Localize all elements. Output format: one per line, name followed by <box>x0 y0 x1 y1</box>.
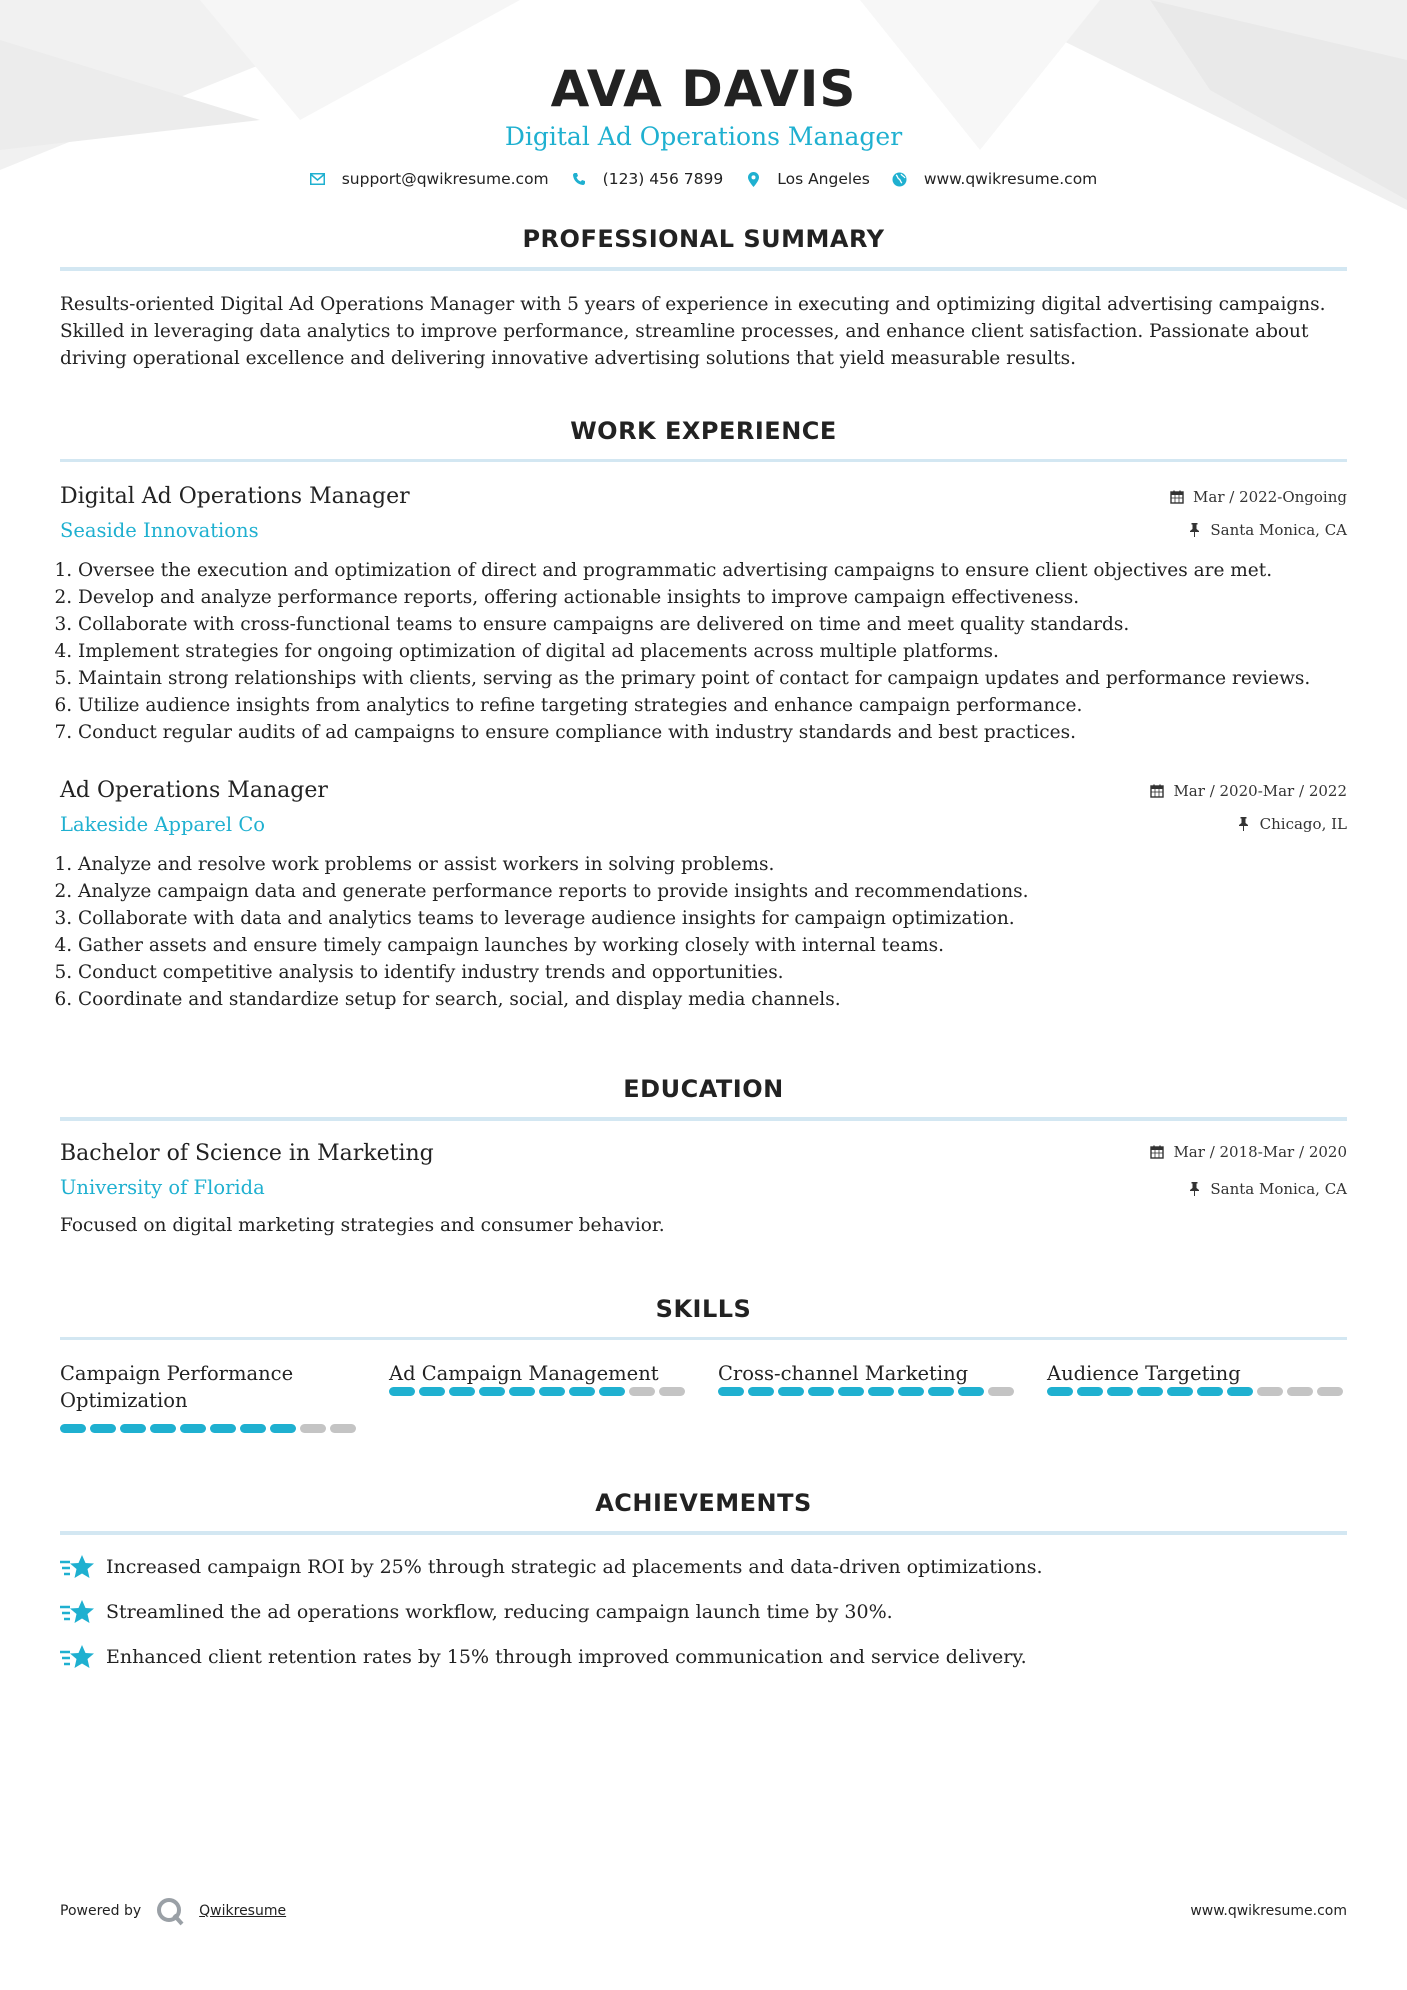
education-location <box>1149 1177 1347 1201</box>
skill-name: Campaign Performance Optimization <box>60 1362 294 1412</box>
education-dates-text: Mar / 2018-Mar / 2020 <box>1173 1143 1347 1161</box>
achievements-list <box>60 1553 1347 1671</box>
duty-item: 1. Oversee the execution and optimization of direct and programmatic advertising campaigns to ensure client objectives are met. <box>78 557 1347 584</box>
skill-level-segment <box>1257 1387 1283 1396</box>
envelope-icon <box>310 171 326 187</box>
duty-item: 4. Gather assets and ensure timely campaign launches by working closely with internal teams. <box>78 932 1347 959</box>
star-icon <box>60 1643 94 1671</box>
skill-level-segment <box>1047 1387 1073 1396</box>
education-description: Focused on digital marketing strategies and consumer behavior. <box>60 1215 665 1236</box>
powered-by-label: Powered by <box>60 1903 142 1919</box>
skill-level-segment <box>928 1387 954 1396</box>
skill-level-segment <box>1287 1387 1313 1396</box>
summary-text: Results-oriented Digital Ad Operations Manager with 5 years of experience in executing and optimizing digital advertising campaigns. Skilled in leveraging data analytics to improve performance, streamline processes, and enhance client satisfaction. Passionate about driving operational excellence and delivering innovative advertising solutions that yield measurable results. <box>60 294 1326 369</box>
skill-level-segment <box>150 1424 176 1433</box>
footer-website[interactable]: www.qwikresume.com <box>1190 1903 1347 1919</box>
skills-title: SKILLS <box>60 1295 1347 1340</box>
experience-title: WORK EXPERIENCE <box>60 417 1347 462</box>
pushpin-icon <box>1186 522 1202 538</box>
duty-item: 4. Implement strategies for ongoing optimization of digital ad placements across multiple platforms. <box>78 638 1347 665</box>
contact-phone-text: (123) 456 7899 <box>602 170 724 188</box>
contact-bar <box>60 170 1347 188</box>
skill-level-segment <box>389 1387 415 1396</box>
duty-item: 1. Analyze and resolve work problems or assist workers in solving problems. <box>78 851 1347 878</box>
calendar-icon <box>1169 489 1185 505</box>
job-dates <box>1169 485 1347 509</box>
pushpin-icon <box>1236 816 1252 832</box>
skill-item <box>1047 1360 1347 1433</box>
duty-item: 2. Analyze campaign data and generate performance reports to provide insights and recommendations. <box>78 878 1347 905</box>
education-degree: Bachelor of Science in Marketing <box>60 1141 434 1166</box>
education-entry <box>60 1139 1347 1239</box>
summary-section <box>60 225 1347 372</box>
contact-location-text: Los Angeles <box>777 170 870 188</box>
achievement-text: Enhanced client retention rates by 15% through improved communication and service delivery. <box>106 1645 1027 1668</box>
calendar-icon <box>1149 783 1165 799</box>
achievement-text: Increased campaign ROI by 25% through strategic ad placements and data-driven optimizations. <box>106 1555 1043 1578</box>
duty-item: 3. Collaborate with cross-functional teams to ensure campaigns are delivered on time and meet quality standards. <box>78 611 1347 638</box>
skill-level-segment <box>629 1387 655 1396</box>
skill-level-segment <box>1137 1387 1163 1396</box>
skill-level-segment <box>90 1424 116 1433</box>
skill-level-segment <box>240 1424 266 1433</box>
page-footer <box>60 1896 1347 1926</box>
contact-website-text: www.qwikresume.com <box>923 170 1098 188</box>
skill-level-segment <box>60 1424 86 1433</box>
powered-by <box>60 1896 286 1926</box>
duty-item: 5. Conduct competitive analysis to identify industry trends and opportunities. <box>78 959 1347 986</box>
qwikresume-logo-icon <box>155 1896 185 1926</box>
globe-icon <box>892 171 908 187</box>
skill-level-segment <box>838 1387 864 1396</box>
skill-item <box>718 1360 1018 1433</box>
job-company: Seaside Innovations <box>60 519 259 542</box>
skill-level-segment <box>1317 1387 1343 1396</box>
star-icon <box>60 1553 94 1581</box>
duty-item: 6. Utilize audience insights from analytics to refine targeting strategies and enhance campaign performance. <box>78 692 1347 719</box>
skill-level-segment <box>1227 1387 1253 1396</box>
skill-level-segment <box>270 1424 296 1433</box>
skill-name: Audience Targeting <box>1047 1362 1241 1385</box>
duty-item: 6. Coordinate and standardize setup for search, social, and display media channels. <box>78 986 1347 1013</box>
education-section <box>60 1075 1347 1239</box>
skill-item <box>389 1360 689 1433</box>
skill-level-bar <box>1047 1387 1347 1396</box>
skill-level-segment <box>300 1424 326 1433</box>
skill-name: Ad Campaign Management <box>389 1362 659 1385</box>
job-title: Digital Ad Operations Manager <box>60 484 410 509</box>
job-location-text: Santa Monica, CA <box>1210 521 1347 539</box>
contact-location <box>745 170 870 188</box>
pushpin-icon <box>1186 1181 1202 1197</box>
skill-level-segment <box>479 1387 505 1396</box>
skill-level-segment <box>659 1387 685 1396</box>
job-location-text: Chicago, IL <box>1259 815 1347 833</box>
skills-section <box>60 1295 1347 1433</box>
skill-level-segment <box>898 1387 924 1396</box>
achievements-section <box>60 1489 1347 1671</box>
achievements-title: ACHIEVEMENTS <box>60 1489 1347 1535</box>
skill-level-segment <box>988 1387 1014 1396</box>
skill-level-segment <box>1077 1387 1103 1396</box>
job-title: Ad Operations Manager <box>60 778 328 803</box>
summary-title: PROFESSIONAL SUMMARY <box>60 225 1347 271</box>
job-entry <box>60 482 1347 746</box>
duty-item: 3. Collaborate with data and analytics teams to leverage audience insights for campaign optimization. <box>78 905 1347 932</box>
job-entry <box>60 776 1347 1013</box>
job-dates <box>1149 779 1347 803</box>
skill-level-segment <box>868 1387 894 1396</box>
achievement-item <box>60 1643 1347 1671</box>
education-title: EDUCATION <box>60 1075 1347 1121</box>
candidate-role: Digital Ad Operations Manager <box>504 122 903 151</box>
job-company: Lakeside Apparel Co <box>60 813 266 836</box>
skill-level-segment <box>509 1387 535 1396</box>
job-dates-text: Mar / 2020-Mar / 2022 <box>1173 782 1347 800</box>
skill-level-segment <box>210 1424 236 1433</box>
education-dates <box>1149 1140 1347 1164</box>
skill-level-segment <box>1167 1387 1193 1396</box>
phone-icon <box>571 171 587 187</box>
job-location <box>1149 812 1347 836</box>
skill-level-segment <box>599 1387 625 1396</box>
duty-item: 2. Develop and analyze performance reports, offering actionable insights to improve campaign effectiveness. <box>78 584 1347 611</box>
skill-level-segment <box>569 1387 595 1396</box>
skill-level-bar <box>718 1387 1018 1396</box>
resume-header <box>60 0 1347 188</box>
calendar-icon <box>1149 1144 1165 1160</box>
skill-level-segment <box>778 1387 804 1396</box>
skill-level-bar <box>60 1424 360 1433</box>
achievement-item <box>60 1598 1347 1626</box>
duty-item: 7. Conduct regular audits of ad campaigns to ensure compliance with industry standards and best practices. <box>78 719 1347 746</box>
skill-name: Cross-channel Marketing <box>718 1362 969 1385</box>
star-icon <box>60 1598 94 1626</box>
map-pin-icon <box>745 171 761 187</box>
candidate-name: AVA DAVIS <box>550 60 857 118</box>
contact-website[interactable] <box>892 170 1097 188</box>
skill-level-segment <box>180 1424 206 1433</box>
skill-level-segment <box>449 1387 475 1396</box>
skill-level-segment <box>330 1424 356 1433</box>
experience-section <box>60 417 1347 1013</box>
achievement-item <box>60 1553 1347 1581</box>
duty-item: 5. Maintain strong relationships with clients, serving as the primary point of contact for campaign updates and performance reviews. <box>78 665 1347 692</box>
education-school: University of Florida <box>60 1176 265 1199</box>
job-duties <box>60 557 1347 746</box>
contact-email-text: support@qwikresume.com <box>341 170 549 188</box>
skills-list <box>60 1360 1347 1433</box>
skill-item <box>60 1360 360 1433</box>
skill-level-segment <box>718 1387 744 1396</box>
job-dates-text: Mar / 2022-Ongoing <box>1193 488 1347 506</box>
achievement-text: Streamlined the ad operations workflow, reducing campaign launch time by 30%. <box>106 1600 893 1623</box>
contact-phone[interactable] <box>571 170 724 188</box>
skill-level-bar <box>389 1387 689 1396</box>
job-duties <box>60 851 1347 1013</box>
skill-level-segment <box>419 1387 445 1396</box>
contact-email[interactable] <box>310 170 549 188</box>
skill-level-segment <box>1197 1387 1223 1396</box>
brand-link[interactable]: Qwikresume <box>199 1903 287 1919</box>
skill-level-segment <box>958 1387 984 1396</box>
skill-level-segment <box>539 1387 565 1396</box>
skill-level-segment <box>1107 1387 1133 1396</box>
job-location <box>1169 518 1347 542</box>
skill-level-segment <box>120 1424 146 1433</box>
education-location-text: Santa Monica, CA <box>1210 1180 1347 1198</box>
skill-level-segment <box>808 1387 834 1396</box>
skill-level-segment <box>748 1387 774 1396</box>
